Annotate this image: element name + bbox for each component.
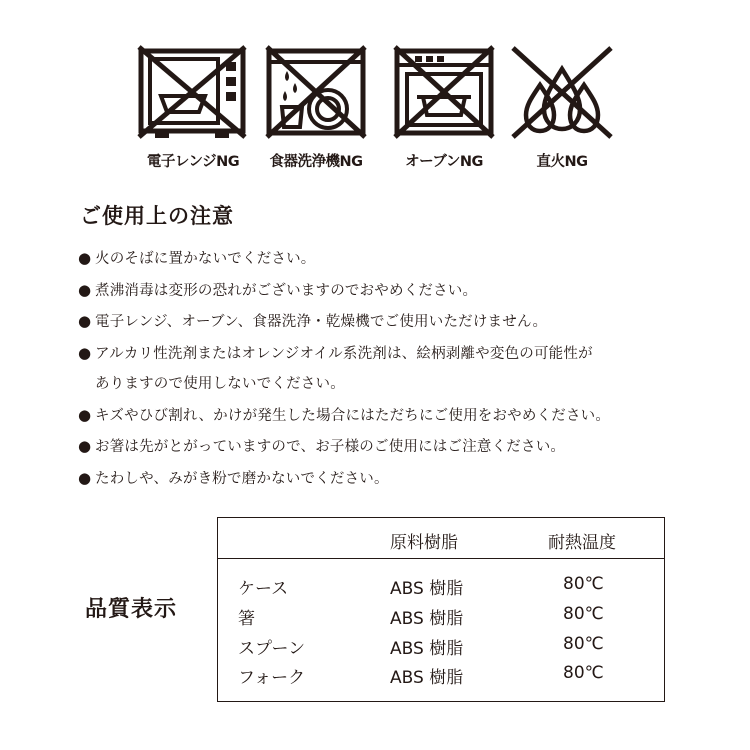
row-part: フォーク — [238, 668, 306, 688]
bullet-icon: ● — [78, 249, 92, 267]
note-text: 電子レンジ、オーブン、食器洗浄・乾燥機でご使用いただけません。 — [95, 314, 548, 330]
microwave-ng-icon — [137, 45, 247, 140]
row-part: スプーン — [238, 639, 306, 659]
bullet-icon: ● — [78, 468, 92, 487]
dishwasher-ng-label: 食器洗浄機NG — [269, 154, 363, 170]
bullet-icon: ● — [78, 312, 92, 330]
row-temperature: 80℃ — [563, 604, 604, 624]
row-part: 箸 — [238, 609, 255, 629]
quality-table — [217, 517, 665, 702]
row-part: ケース — [238, 579, 289, 599]
microwave-ng-label: 電子レンジNG — [146, 154, 240, 170]
quality-title: 品質表示 — [85, 597, 178, 622]
note-text: たわしや、みがき粉で磨かないでください。 — [95, 470, 389, 487]
table-header — [218, 518, 664, 559]
oven-ng-icon — [393, 45, 495, 140]
caution-list — [78, 243, 718, 494]
row-material: ABS 樹脂 — [390, 579, 464, 599]
header-material: 原料樹脂 — [390, 533, 458, 553]
row-temperature: 80℃ — [563, 663, 604, 683]
note-text-continued: ありますので使用しないでください。 — [95, 376, 345, 392]
row-material: ABS 樹脂 — [390, 668, 464, 688]
note-text: お箸は先がとがっていますので、お子様のご使用にはご注意ください。 — [95, 439, 566, 455]
bullet-icon: ● — [78, 437, 92, 455]
care-icons — [0, 0, 750, 180]
bullet-icon: ● — [78, 343, 92, 362]
caution-title: ご使用上の注意 — [80, 204, 234, 228]
list-item — [78, 463, 718, 495]
list-item — [78, 275, 718, 307]
note-text: アルカリ性洗剤またはオレンジオイル系洗剤は、絵柄剥離や変色の可能性が — [95, 345, 593, 362]
bullet-icon: ● — [78, 405, 92, 424]
header-heat-resistance: 耐熱温度 — [548, 533, 616, 553]
dishwasher-ng-icon — [265, 45, 367, 140]
list-item — [78, 243, 718, 275]
row-material: ABS 樹脂 — [390, 639, 464, 659]
note-text: キズやひび割れ、かけが発生した場合にはただちにご使用をおやめください。 — [95, 407, 611, 424]
row-temperature: 80℃ — [563, 574, 604, 594]
note-text: 煮沸消毒は変形の恐れがございますのでおやめください。 — [95, 282, 478, 299]
list-item — [78, 338, 718, 400]
list-item — [78, 400, 718, 432]
bullet-icon: ● — [78, 280, 92, 299]
oven-ng-label: オーブンNG — [405, 154, 483, 170]
list-item — [78, 431, 718, 463]
list-item — [78, 306, 718, 338]
row-material: ABS 樹脂 — [390, 609, 464, 629]
note-text: 火のそばに置かないでください。 — [95, 251, 316, 267]
open-flame-ng-label: 直火NG — [536, 154, 588, 170]
row-temperature: 80℃ — [563, 634, 604, 654]
open-flame-ng-icon — [510, 45, 614, 140]
